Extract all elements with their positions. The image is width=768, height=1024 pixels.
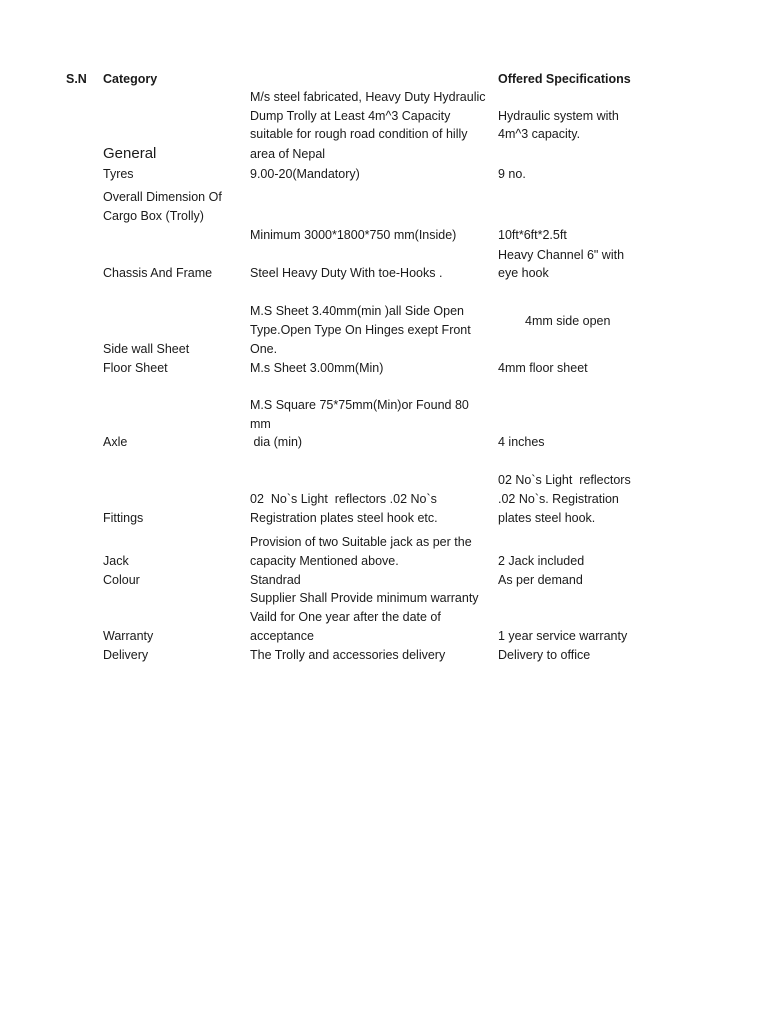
sidewall-required-line-2: Type.Open Type On Hinges exept Front — [250, 323, 471, 337]
sidewall-required-line-3: One. — [250, 342, 278, 356]
general-required-line-1: M/s steel fabricated, Heavy Duty Hydraulic — [250, 90, 486, 104]
axle-required-line-1: M.S Square 75*75mm(Min)or Found 80 — [250, 398, 469, 412]
axle-category: Axle — [103, 435, 128, 449]
floor-offered: 4mm floor sheet — [498, 361, 588, 375]
jack-offered: 2 Jack included — [498, 554, 585, 568]
axle-offered: 4 inches — [498, 435, 545, 449]
warranty-offered: 1 year service warranty — [498, 629, 628, 643]
general-offered-line-1: Hydraulic system with — [498, 109, 619, 123]
fittings-required-line-1: 02 No`s Light reflectors .02 No`s — [250, 492, 437, 506]
chassis-offered-line-2: eye hook — [498, 266, 549, 280]
warranty-required-line-3: acceptance — [250, 629, 314, 643]
delivery-required: The Trolly and accessories delivery — [250, 648, 446, 662]
tyres-category: Tyres — [103, 167, 134, 181]
colour-offered: As per demand — [498, 573, 583, 587]
dimension-offered: 10ft*6ft*2.5ft — [498, 228, 567, 242]
sidewall-offered: 4mm side open — [525, 314, 611, 328]
general-required-line-3: suitable for rough road condition of hilly — [250, 127, 468, 141]
general-required-line-4: area of Nepal — [250, 147, 326, 161]
dimension-required: Minimum 3000*1800*750 mm(Inside) — [250, 228, 457, 242]
dimension-category-line-1: Overall Dimension Of — [103, 190, 222, 204]
floor-category: Floor Sheet — [103, 361, 168, 375]
fittings-offered-line-1: 02 No`s Light reflectors — [498, 473, 631, 487]
jack-required-line-2: capacity Mentioned above. — [250, 554, 399, 568]
header-offered-specifications: Offered Specifications — [498, 72, 631, 86]
delivery-category: Delivery — [103, 648, 149, 662]
general-category: General — [103, 145, 157, 162]
header-category: Category — [103, 72, 158, 86]
chassis-required: Steel Heavy Duty With toe-Hooks . — [250, 266, 443, 280]
dimension-category-line-2: Cargo Box (Trolly) — [103, 209, 204, 223]
jack-category: Jack — [103, 554, 129, 568]
header-sn: S.N — [66, 72, 87, 86]
warranty-category: Warranty — [103, 629, 154, 643]
delivery-offered: Delivery to office — [498, 648, 591, 662]
fittings-offered-line-3: plates steel hook. — [498, 511, 596, 525]
colour-category: Colour — [103, 573, 140, 587]
floor-required: M.s Sheet 3.00mm(Min) — [250, 361, 384, 375]
fittings-required-line-2: Registration plates steel hook etc. — [250, 511, 438, 525]
chassis-category: Chassis And Frame — [103, 266, 213, 280]
general-required-line-2: Dump Trolly at Least 4m^3 Capacity — [250, 109, 451, 123]
fittings-offered-line-2: .02 No`s. Registration — [498, 492, 619, 506]
warranty-required-line-2: Vaild for One year after the date of — [250, 610, 441, 624]
fittings-category: Fittings — [103, 511, 144, 525]
axle-required-line-2: mm — [250, 417, 271, 431]
tyres-required: 9.00-20(Mandatory) — [250, 167, 360, 181]
jack-required-line-1: Provision of two Suitable jack as per the — [250, 535, 472, 549]
axle-required-line-3: dia (min) — [250, 435, 303, 449]
chassis-offered-line-1: Heavy Channel 6" with — [498, 248, 625, 262]
general-offered-line-2: 4m^3 capacity. — [498, 127, 581, 141]
warranty-required-line-1: Supplier Shall Provide minimum warranty — [250, 591, 479, 605]
sidewall-required-line-1: M.S Sheet 3.40mm(min )all Side Open — [250, 304, 464, 318]
colour-required: Standrad — [250, 573, 301, 587]
sidewall-category: Side wall Sheet — [103, 342, 190, 356]
tyres-offered: 9 no. — [498, 167, 526, 181]
